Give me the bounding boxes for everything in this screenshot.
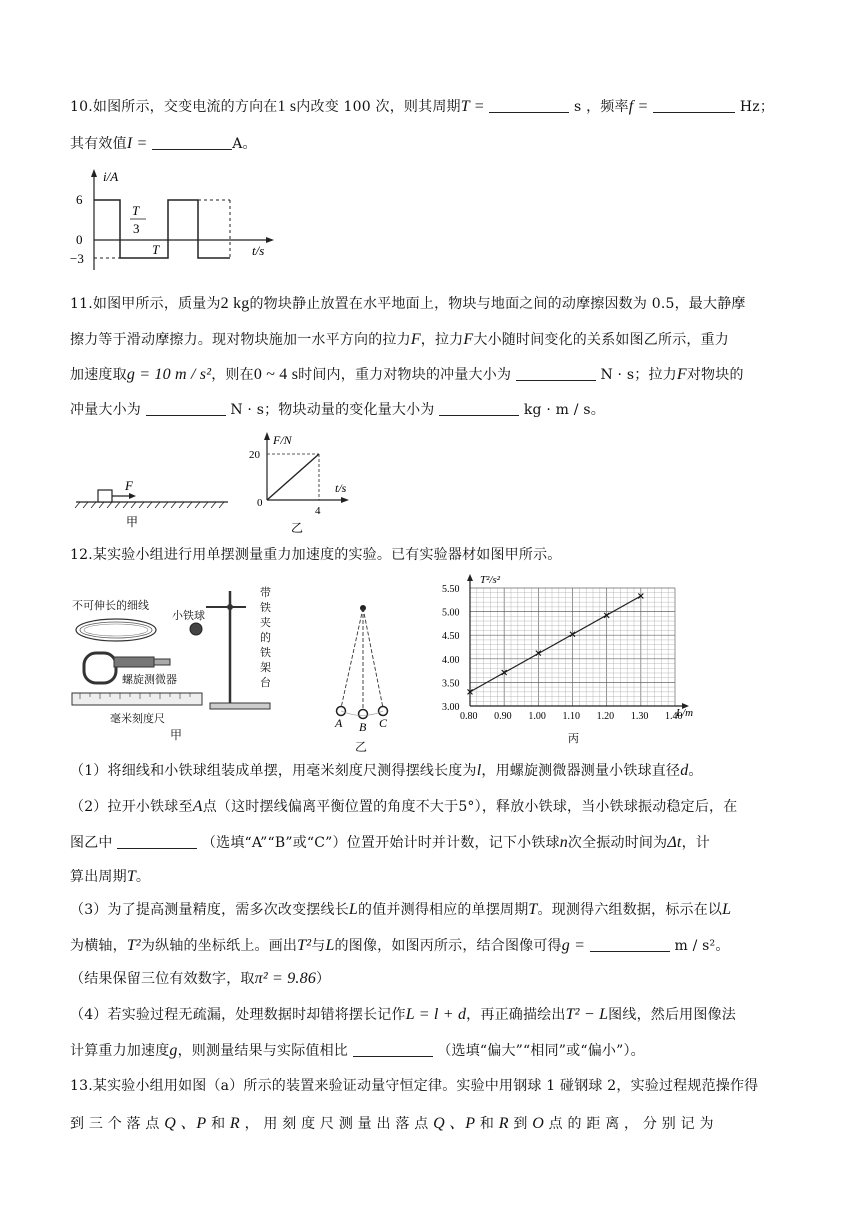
- q11-line3: 加速度取g = 10 m / s²，则在0 ~ 4 s时间内，重力对物块的冲量大小为 N · s；拉力F对物块的: [70, 366, 744, 383]
- answer-blank-frequency[interactable]: [653, 98, 735, 113]
- chart-ylabel: T²/s²: [480, 574, 501, 586]
- answer-blank-momentum-change[interactable]: [439, 401, 519, 416]
- q10-frac-den: 3: [133, 221, 140, 236]
- iron-ball-icon: [190, 623, 202, 635]
- pos-c-label: C: [379, 716, 388, 730]
- q10-ylabel: i/A: [103, 169, 119, 184]
- q12-fig-yi-caption: 乙: [355, 740, 368, 754]
- chart-y-tick-label: 3.50: [442, 678, 460, 690]
- q12-part3-line2: 为横轴，T²为纵轴的坐标纸上。画出T²与L的图像，如图丙所示，结合图像可得g = m / s²。: [70, 937, 730, 954]
- answer-blank-comparison[interactable]: [353, 1042, 433, 1057]
- q12-fig-bing-caption: 丙: [568, 733, 579, 745]
- ruler-label: 毫米刻度尺: [110, 712, 165, 725]
- chart-y-tick-label: 4.00: [442, 654, 460, 666]
- q12-part2-line1: （2）拉开小铁球至A点（这时摆线偏离平衡位置的角度不大于5°），释放小铁球，当小铁球振动稳定后，在: [70, 798, 738, 815]
- q11-line1: 11.如图甲所示，质量为2 kg的物块静止放置在水平地面上，物块与地面之间的动摩擦因数为 0.5，最大静摩: [70, 295, 746, 312]
- q12-title: 12.某实验小组进行用单摆测量重力加速度的实验。已有实验器材如图甲所示。: [70, 547, 562, 563]
- chart-xlabel: L/m: [676, 707, 694, 719]
- q12-part4-line1: （4）若实验过程无疏漏，处理数据时却错将摆长记作L = l + d，再正确描绘出T² − L图线，然后用图像法: [70, 1006, 736, 1023]
- q11-graph-y20: 20: [249, 449, 260, 461]
- chart-x-tick-label: 1.20: [596, 711, 615, 722]
- answer-blank-gravity[interactable]: [590, 937, 670, 952]
- q12-part3-line1: （3）为了提高测量精度，需多次改变摆线长L的值并测得相应的单摆周期T。现测得六组数据，标示在以L: [70, 901, 732, 918]
- q10-current-figure: [70, 165, 290, 275]
- answer-blank-force-impulse[interactable]: [146, 401, 226, 416]
- q12-part2-line3: 算出周期T。: [70, 868, 151, 885]
- q10-line1: 10.如图所示，交变电流的方向在1 s内改变 100 次，则其周期T = s ，频率f = Hz；: [70, 98, 775, 115]
- q11-fig-yi-caption: 乙: [291, 521, 304, 535]
- stand-label: 带铁夹的铁架台: [260, 586, 271, 689]
- q10-line2: 其有效值I = A。: [70, 135, 257, 152]
- ball-label: 小铁球: [172, 609, 205, 622]
- micrometer-label: 螺旋测微器: [122, 673, 177, 686]
- chart-y-tick-label: 3.00: [442, 702, 460, 713]
- q12-part2-line2: 图乙中 （选填“A”“B”或“C”）位置开始计时并计数，记下小铁球n次全振动时间为Δt，计: [70, 834, 710, 851]
- thread-label: 不可伸长的细线: [72, 599, 149, 612]
- q11-graph-ylabel: F/N: [273, 433, 292, 447]
- chart-y-arrow: [467, 574, 473, 581]
- q10-tlabel: T: [152, 242, 160, 257]
- chart-x-tick-label: 0.90: [494, 711, 512, 722]
- chart-y-tick-label: 5.50: [442, 584, 460, 595]
- q13-line1: 13.某实验小组用如图（a）所示的装置来验证动量守恒定律。实验中用钢球 1 碰钢球 2，实验过程规范操作得: [70, 1078, 759, 1094]
- q11-fig-jia-caption: 甲: [126, 515, 139, 529]
- q11-graph-x4: 4: [315, 505, 321, 517]
- answer-blank-period[interactable]: [489, 98, 569, 113]
- q10-xlabel: t/s: [252, 243, 265, 258]
- chart-fit-line: [470, 596, 641, 692]
- q10-y0: 0: [76, 232, 83, 247]
- chart-x-tick-label: 1.30: [630, 711, 649, 722]
- q12-part4-line2: 计算重力加速度g，则测量结果与实际值相比 （选填“偏大”“相同”或“偏小”）。: [70, 1042, 645, 1059]
- q12-pendulum-figure: [325, 600, 405, 740]
- block: [98, 490, 112, 502]
- answer-blank-start-position[interactable]: [117, 834, 197, 849]
- q12-apparatus-figure: [70, 585, 280, 745]
- chart-x-tick-label: 1.10: [562, 711, 580, 722]
- chart-x-tick-label: 1.40: [665, 711, 683, 722]
- q10-yneg: −3: [70, 251, 84, 266]
- q11-line2: 擦力等于滑动摩擦力。现对物块施加一水平方向的拉力F，拉力F大小随时间变化的关系如图乙所示，重力: [70, 331, 729, 348]
- q12-part3-line3: （结果保留三位有效数字，取π² = 9.86）: [70, 970, 331, 987]
- q11-force-label: F: [125, 478, 133, 493]
- chart-x-tick-label: 1.00: [528, 711, 546, 722]
- chart-y-tick-label: 4.50: [442, 631, 460, 643]
- q11-line4: 冲量大小为 N · s；物块动量的变化量大小为 kg · m / s。: [70, 402, 605, 418]
- answer-blank-effective[interactable]: [152, 135, 232, 150]
- pos-b-label: B: [359, 720, 367, 734]
- q11-block-figure: [70, 470, 240, 530]
- q10-frac-num: T: [132, 203, 140, 218]
- q11-force-time-graph: [245, 430, 365, 540]
- q13-line2: 到 三 个 落 点 Q 、P 和 R ， 用 刻 度 尺 测 量 出 落 点 Q 、P 和 R 到 O 点 的 距 离 ， 分 别 记 为: [70, 1115, 714, 1132]
- q11-graph-origin: 0: [257, 497, 263, 509]
- q11-graph-xlabel: t/s: [335, 481, 347, 495]
- pos-a-label: A: [335, 716, 343, 730]
- q12-t2-l-chart: [430, 570, 710, 750]
- q10-y6: 6: [76, 192, 83, 207]
- answer-blank-gravity-impulse[interactable]: [516, 366, 596, 381]
- chart-y-tick-label: 5.00: [442, 607, 460, 619]
- q12-fig-jia-caption: 甲: [170, 728, 183, 742]
- chart-x-tick-label: 0.80: [460, 711, 478, 722]
- q12-part1: （1）将细线和小铁球组装成单摆，用毫米刻度尺测得摆线长度为l，用螺旋测微器测量小铁球直径d。: [70, 762, 703, 779]
